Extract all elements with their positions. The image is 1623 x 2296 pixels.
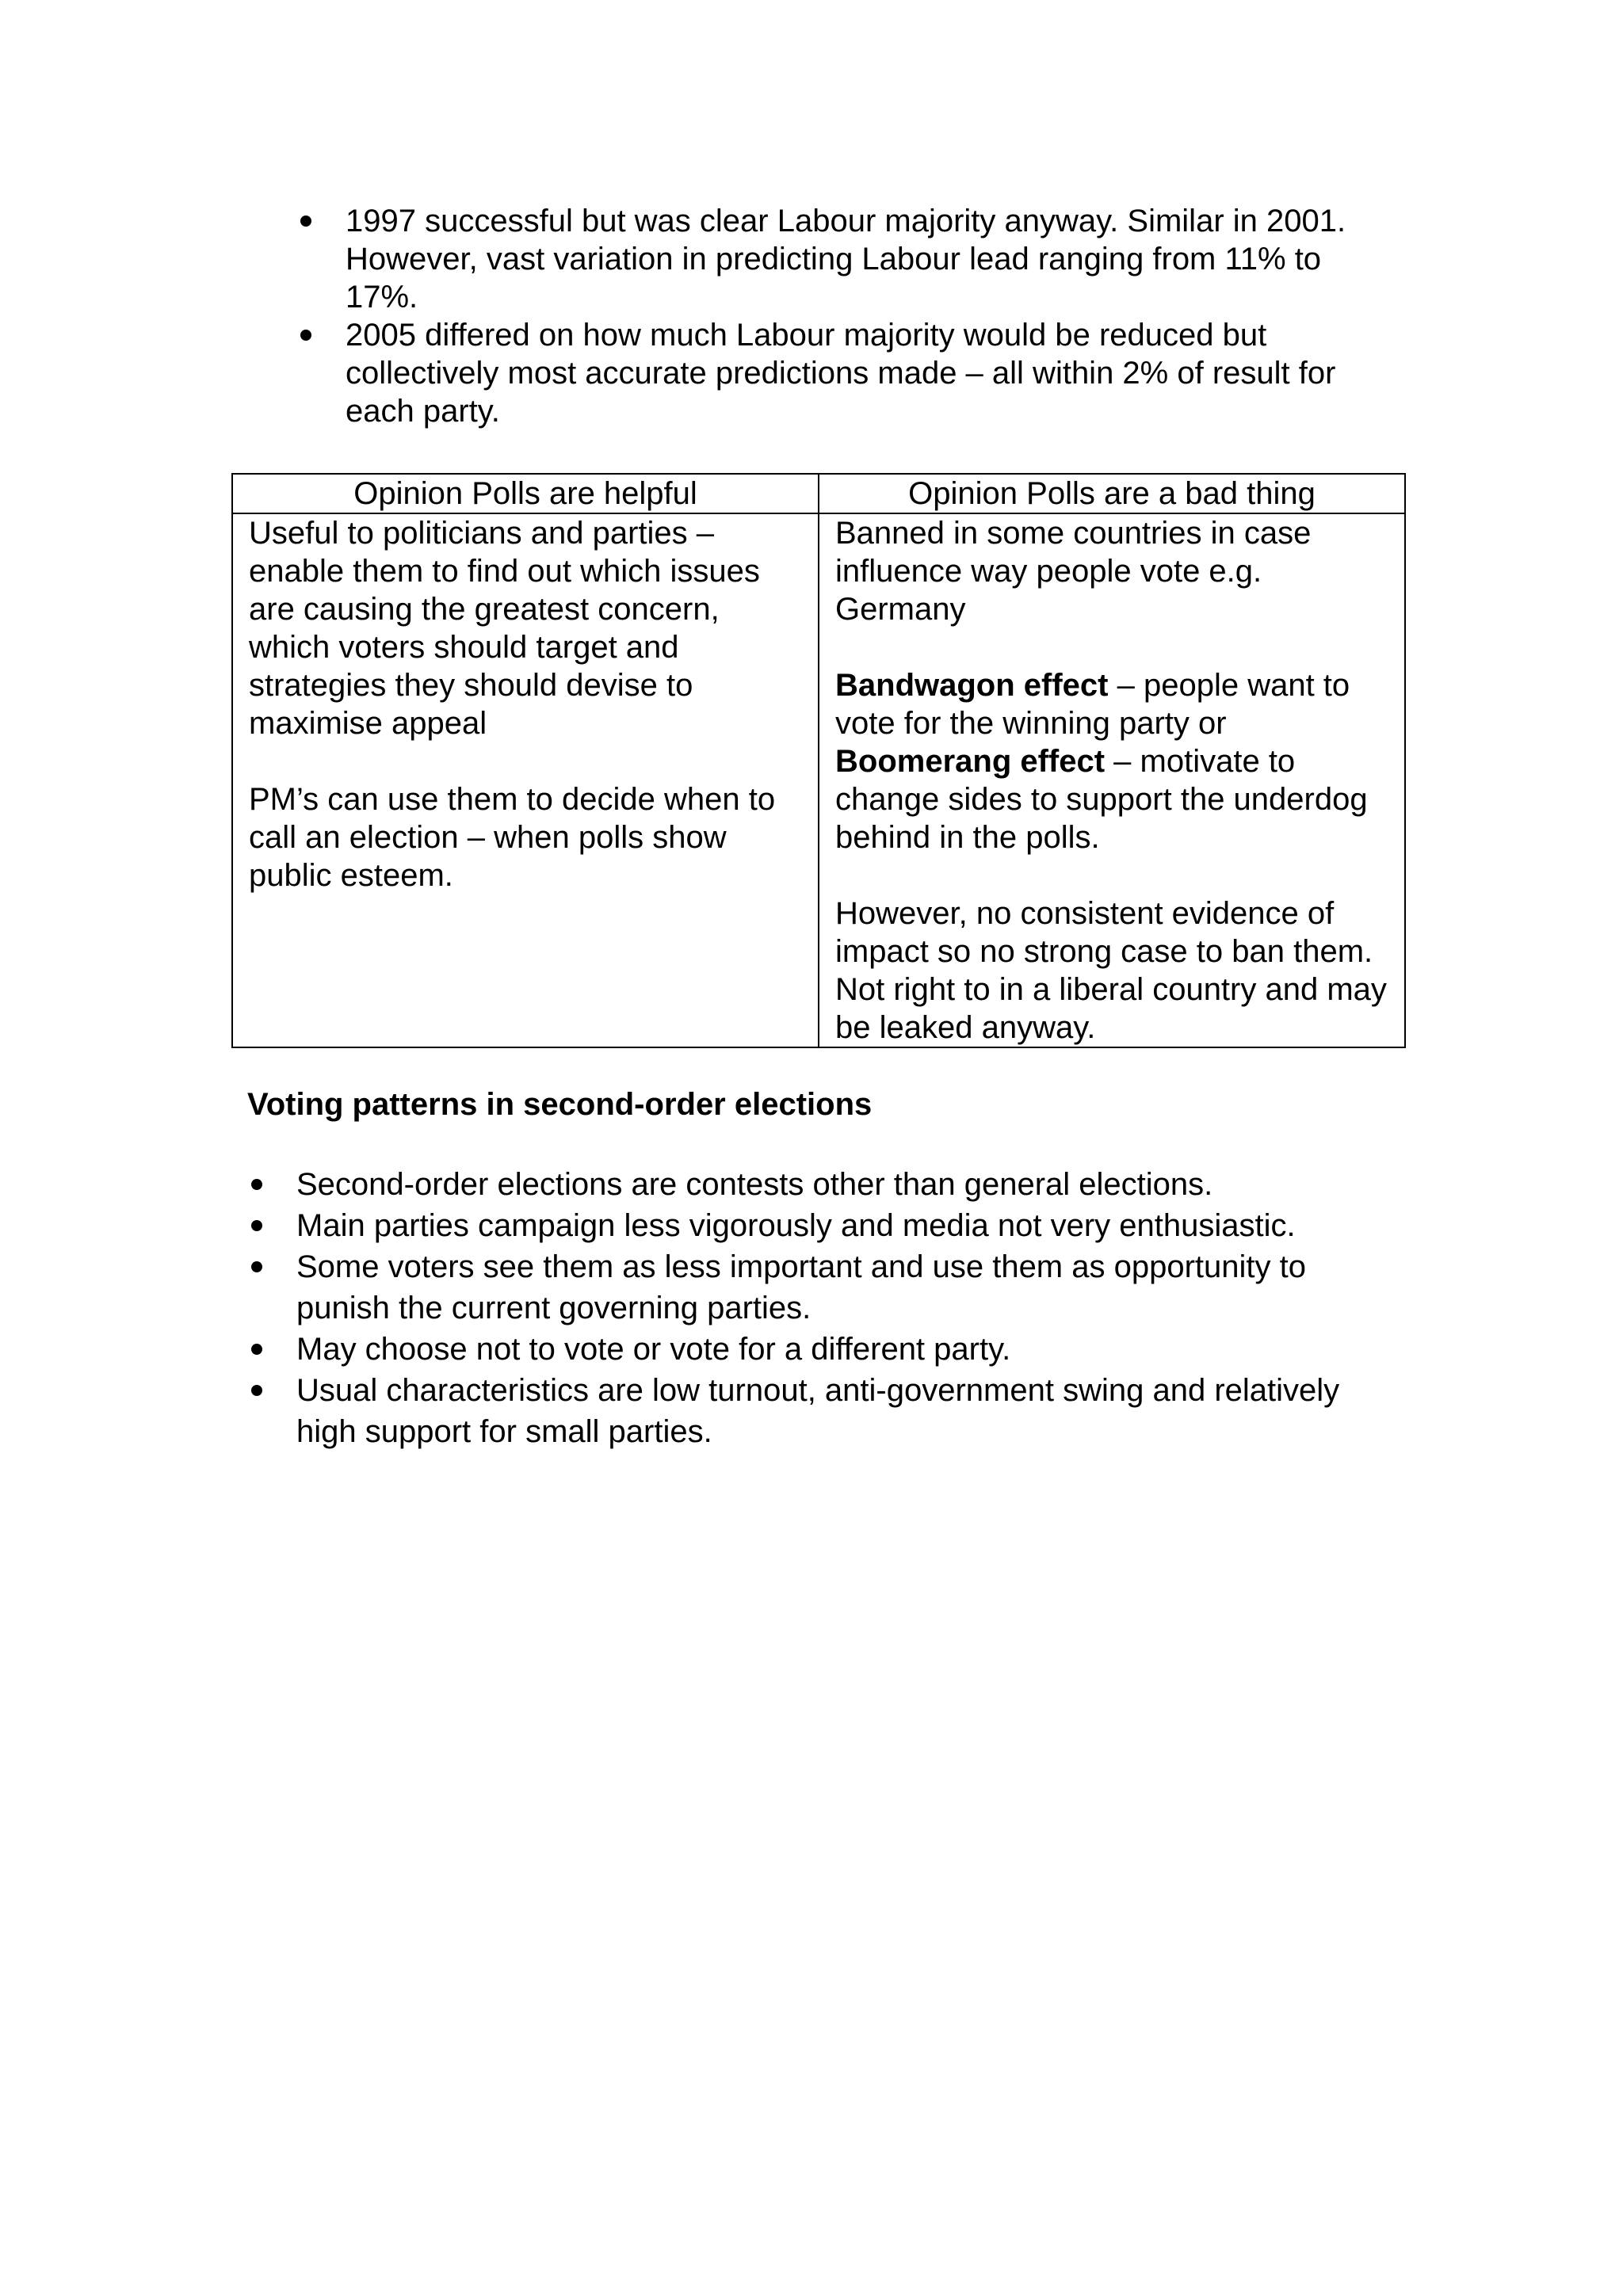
second-order-bullet-list [296,1164,1406,1452]
list-item [296,1246,1406,1329]
table-header-row [232,474,1405,513]
list-item-text: Some voters see them as less important and use them as opportunity to punish the current governing parties. [296,1249,1306,1325]
header-helpful: Opinion Polls are helpful [232,474,819,513]
list-item [296,1329,1406,1370]
bullet-icon [251,1179,262,1190]
list-item-text: Second-order elections are contests other than general elections. [296,1167,1213,1202]
boomerang-term: Boomerang effect [835,744,1106,779]
list-item [296,1370,1406,1452]
header-bad-thing: Opinion Polls are a bad thing [819,474,1405,513]
bullet-icon [251,1385,262,1396]
bad-paragraph: Banned in some countries in case influence way people vote e.g. Germany [835,516,1312,627]
section-heading: Voting patterns in second-order elections [247,1087,873,1122]
top-bullet-list [346,202,1392,430]
cell-bad-thing [819,513,1405,1047]
bandwagon-term: Bandwagon effect [835,668,1109,703]
table-row [232,513,1405,1047]
list-item [296,1205,1406,1246]
bandwagon-text: – people want to vote for the winning party or [835,668,1350,741]
bullet-icon [251,1261,262,1272]
list-item-text: 2005 differed on how much Labour majority would be reduced but collectively most accurate predictions made – all within 2% of result for each party. [346,318,1336,429]
helpful-paragraph: Useful to politicians and parties – enable them to find out which issues are causing the greatest concern, which voters should target and strategies they should devise to maximise appeal [249,516,760,741]
bullet-icon [251,1220,262,1231]
bad-paragraph: However, no consistent evidence of impact so no strong case to ban them. Not right to in a liberal country and may be leaked anyway. [835,896,1387,1045]
effects-paragraph [835,666,1388,856]
list-item-text: Main parties campaign less vigorously and media not very enthusiastic. [296,1208,1296,1243]
list-item-text: May choose not to vote or vote for a different party. [296,1332,1011,1367]
list-item-text: Usual characteristics are low turnout, anti-government swing and relatively high support for small parties. [296,1373,1340,1449]
opinion-polls-table [231,473,1406,1048]
list-item [296,1164,1406,1205]
cell-helpful [232,513,819,1047]
list-item [346,202,1392,316]
bullet-icon [251,1344,262,1355]
list-item [346,316,1392,430]
list-item-text: 1997 successful but was clear Labour majority anyway. Similar in 2001. However, vast variation in predicting Labour lead ranging from 11% to 17%. [346,204,1346,315]
bullet-icon [300,330,311,341]
bullet-icon [300,215,311,227]
helpful-paragraph: PM’s can use them to decide when to call an election – when polls show public esteem. [249,782,776,893]
boomerang-text: – motivate to change sides to support the underdog behind in the polls. [835,744,1368,855]
